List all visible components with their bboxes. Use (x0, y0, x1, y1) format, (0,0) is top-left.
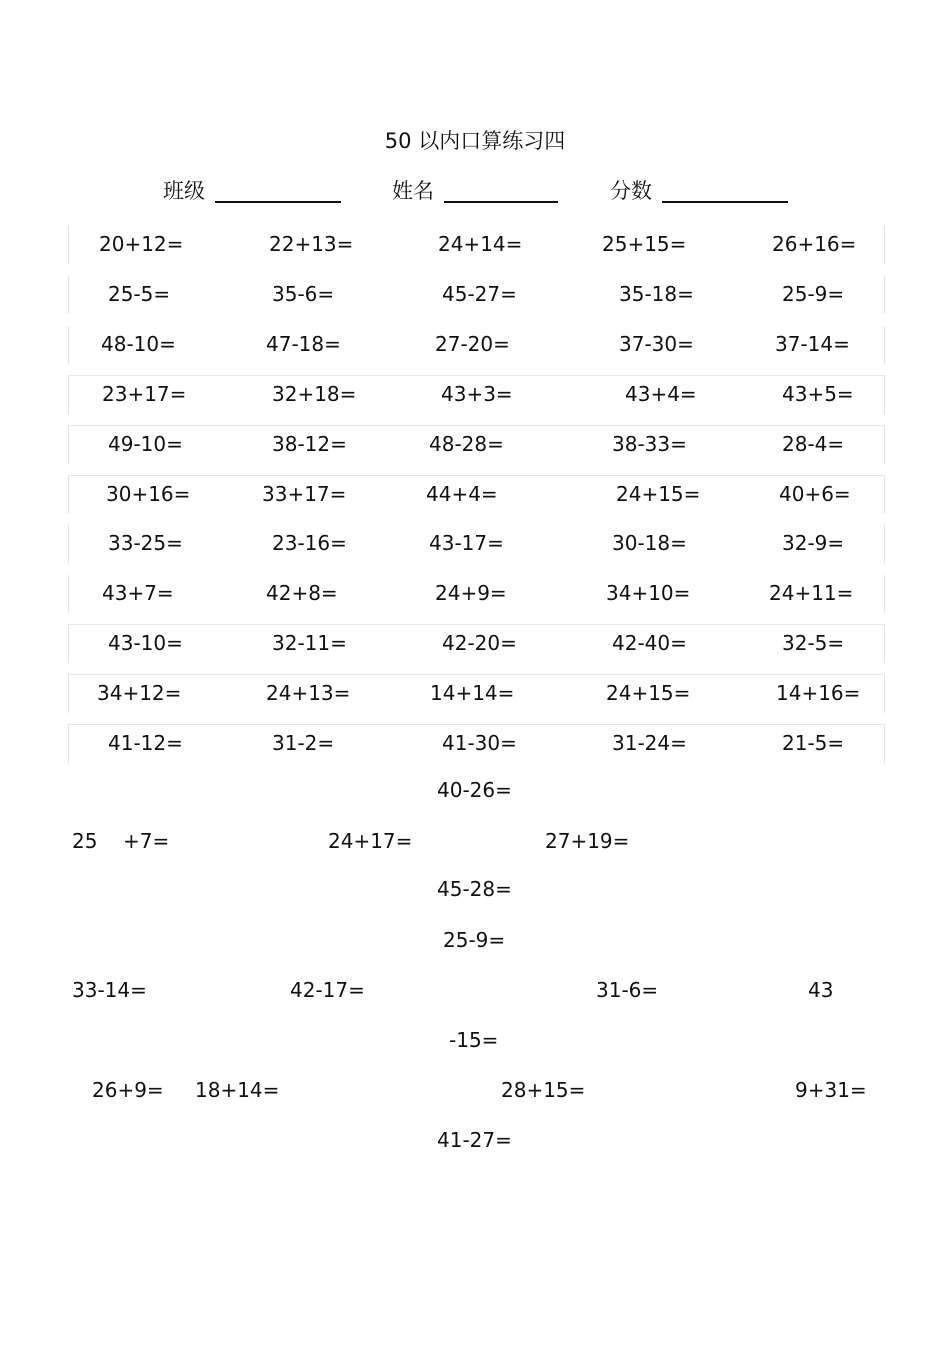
problem-cell: 42-40= (612, 631, 687, 655)
problem-cell: 47-18= (266, 332, 341, 356)
loose-problem: 33-14= (72, 978, 147, 1002)
problem-row (68, 226, 885, 264)
score-field[interactable] (662, 201, 788, 203)
problem-cell: 44+4= (426, 482, 498, 506)
class-label: 班级 (163, 179, 205, 203)
problem-row (68, 674, 885, 713)
loose-problem: 42-17= (290, 978, 365, 1002)
problem-cell: 32-5= (782, 631, 845, 655)
loose-problem: 25 (72, 829, 98, 853)
problem-cell: 24+14= (438, 232, 523, 256)
problem-row (68, 326, 885, 364)
loose-problem: 31-6= (596, 978, 659, 1002)
problem-cell: 25-9= (782, 282, 845, 306)
problem-row (68, 525, 885, 563)
problem-cell: 33+17= (262, 482, 347, 506)
problem-row (68, 724, 885, 763)
problem-cell: 23-16= (272, 531, 347, 555)
problem-row (68, 624, 885, 663)
name-field[interactable] (444, 201, 558, 203)
score-label: 分数 (610, 179, 652, 203)
problem-cell: 41-12= (108, 731, 183, 755)
problem-cell: 27-20= (435, 332, 510, 356)
loose-problem: 26+9= (92, 1078, 164, 1102)
problem-cell: 32-11= (272, 631, 347, 655)
problem-cell: 34+10= (606, 581, 691, 605)
class-field[interactable] (215, 201, 341, 203)
problem-row (68, 375, 885, 414)
student-info-header (0, 175, 950, 207)
name-label: 姓名 (392, 179, 434, 203)
problem-cell: 40+6= (779, 482, 851, 506)
loose-problem: 27+19= (545, 829, 630, 853)
problem-cell: 24+15= (616, 482, 701, 506)
problem-cell: 43-10= (108, 631, 183, 655)
problem-cell: 24+13= (266, 681, 351, 705)
page-title: 50 以内口算练习四 (384, 129, 566, 153)
problem-cell: 30+16= (106, 482, 191, 506)
problem-cell: 43+3= (441, 382, 513, 406)
problem-cell: 37-30= (619, 332, 694, 356)
problem-cell: 23+17= (102, 382, 187, 406)
loose-problem: 25-9= (443, 928, 506, 952)
problem-cell: 42-20= (442, 631, 517, 655)
loose-problem: 24+17= (328, 829, 413, 853)
problem-cell: 48-28= (429, 432, 504, 456)
problem-row (68, 425, 885, 464)
problem-cell: 33-25= (108, 531, 183, 555)
problem-cell: 43+7= (102, 581, 174, 605)
loose-problem: -15= (449, 1028, 499, 1052)
problem-cell: 31-24= (612, 731, 687, 755)
problem-cell: 48-10= (101, 332, 176, 356)
problem-cell: 28-4= (782, 432, 845, 456)
problem-cell: 20+12= (99, 232, 184, 256)
problem-cell: 14+14= (430, 681, 515, 705)
problem-cell: 38-33= (612, 432, 687, 456)
problem-cell: 25+15= (602, 232, 687, 256)
problem-cell: 35-18= (619, 282, 694, 306)
problem-cell: 21-5= (782, 731, 845, 755)
problem-cell: 43-17= (429, 531, 504, 555)
problem-cell: 24+15= (606, 681, 691, 705)
problem-cell: 38-12= (272, 432, 347, 456)
loose-problem: +7= (123, 829, 170, 853)
problem-cell: 42+8= (266, 581, 338, 605)
loose-problem: 45-28= (437, 877, 512, 901)
loose-problem: 18+14= (195, 1078, 280, 1102)
problem-cell: 45-27= (442, 282, 517, 306)
loose-problem: 9+31= (795, 1078, 867, 1102)
loose-problem: 41-27= (437, 1128, 512, 1152)
problem-cell: 30-18= (612, 531, 687, 555)
problem-cell: 43+4= (625, 382, 697, 406)
problem-cell: 34+12= (97, 681, 182, 705)
loose-problem: 43 (808, 978, 834, 1002)
problem-row (68, 276, 885, 314)
problem-cell: 31-2= (272, 731, 335, 755)
problem-cell: 14+16= (776, 681, 861, 705)
loose-problem: 28+15= (501, 1078, 586, 1102)
problem-cell: 26+16= (772, 232, 857, 256)
problem-row (68, 575, 885, 613)
problem-row (68, 475, 885, 514)
problem-cell: 37-14= (775, 332, 850, 356)
problem-cell: 41-30= (442, 731, 517, 755)
loose-problem: 40-26= (437, 778, 512, 802)
problem-cell: 32+18= (272, 382, 357, 406)
problem-cell: 32-9= (782, 531, 845, 555)
problem-cell: 43+5= (782, 382, 854, 406)
problem-cell: 22+13= (269, 232, 354, 256)
problem-cell: 24+9= (435, 581, 507, 605)
problem-cell: 24+11= (769, 581, 854, 605)
problem-cell: 35-6= (272, 282, 335, 306)
problem-cell: 49-10= (108, 432, 183, 456)
problem-cell: 25-5= (108, 282, 171, 306)
